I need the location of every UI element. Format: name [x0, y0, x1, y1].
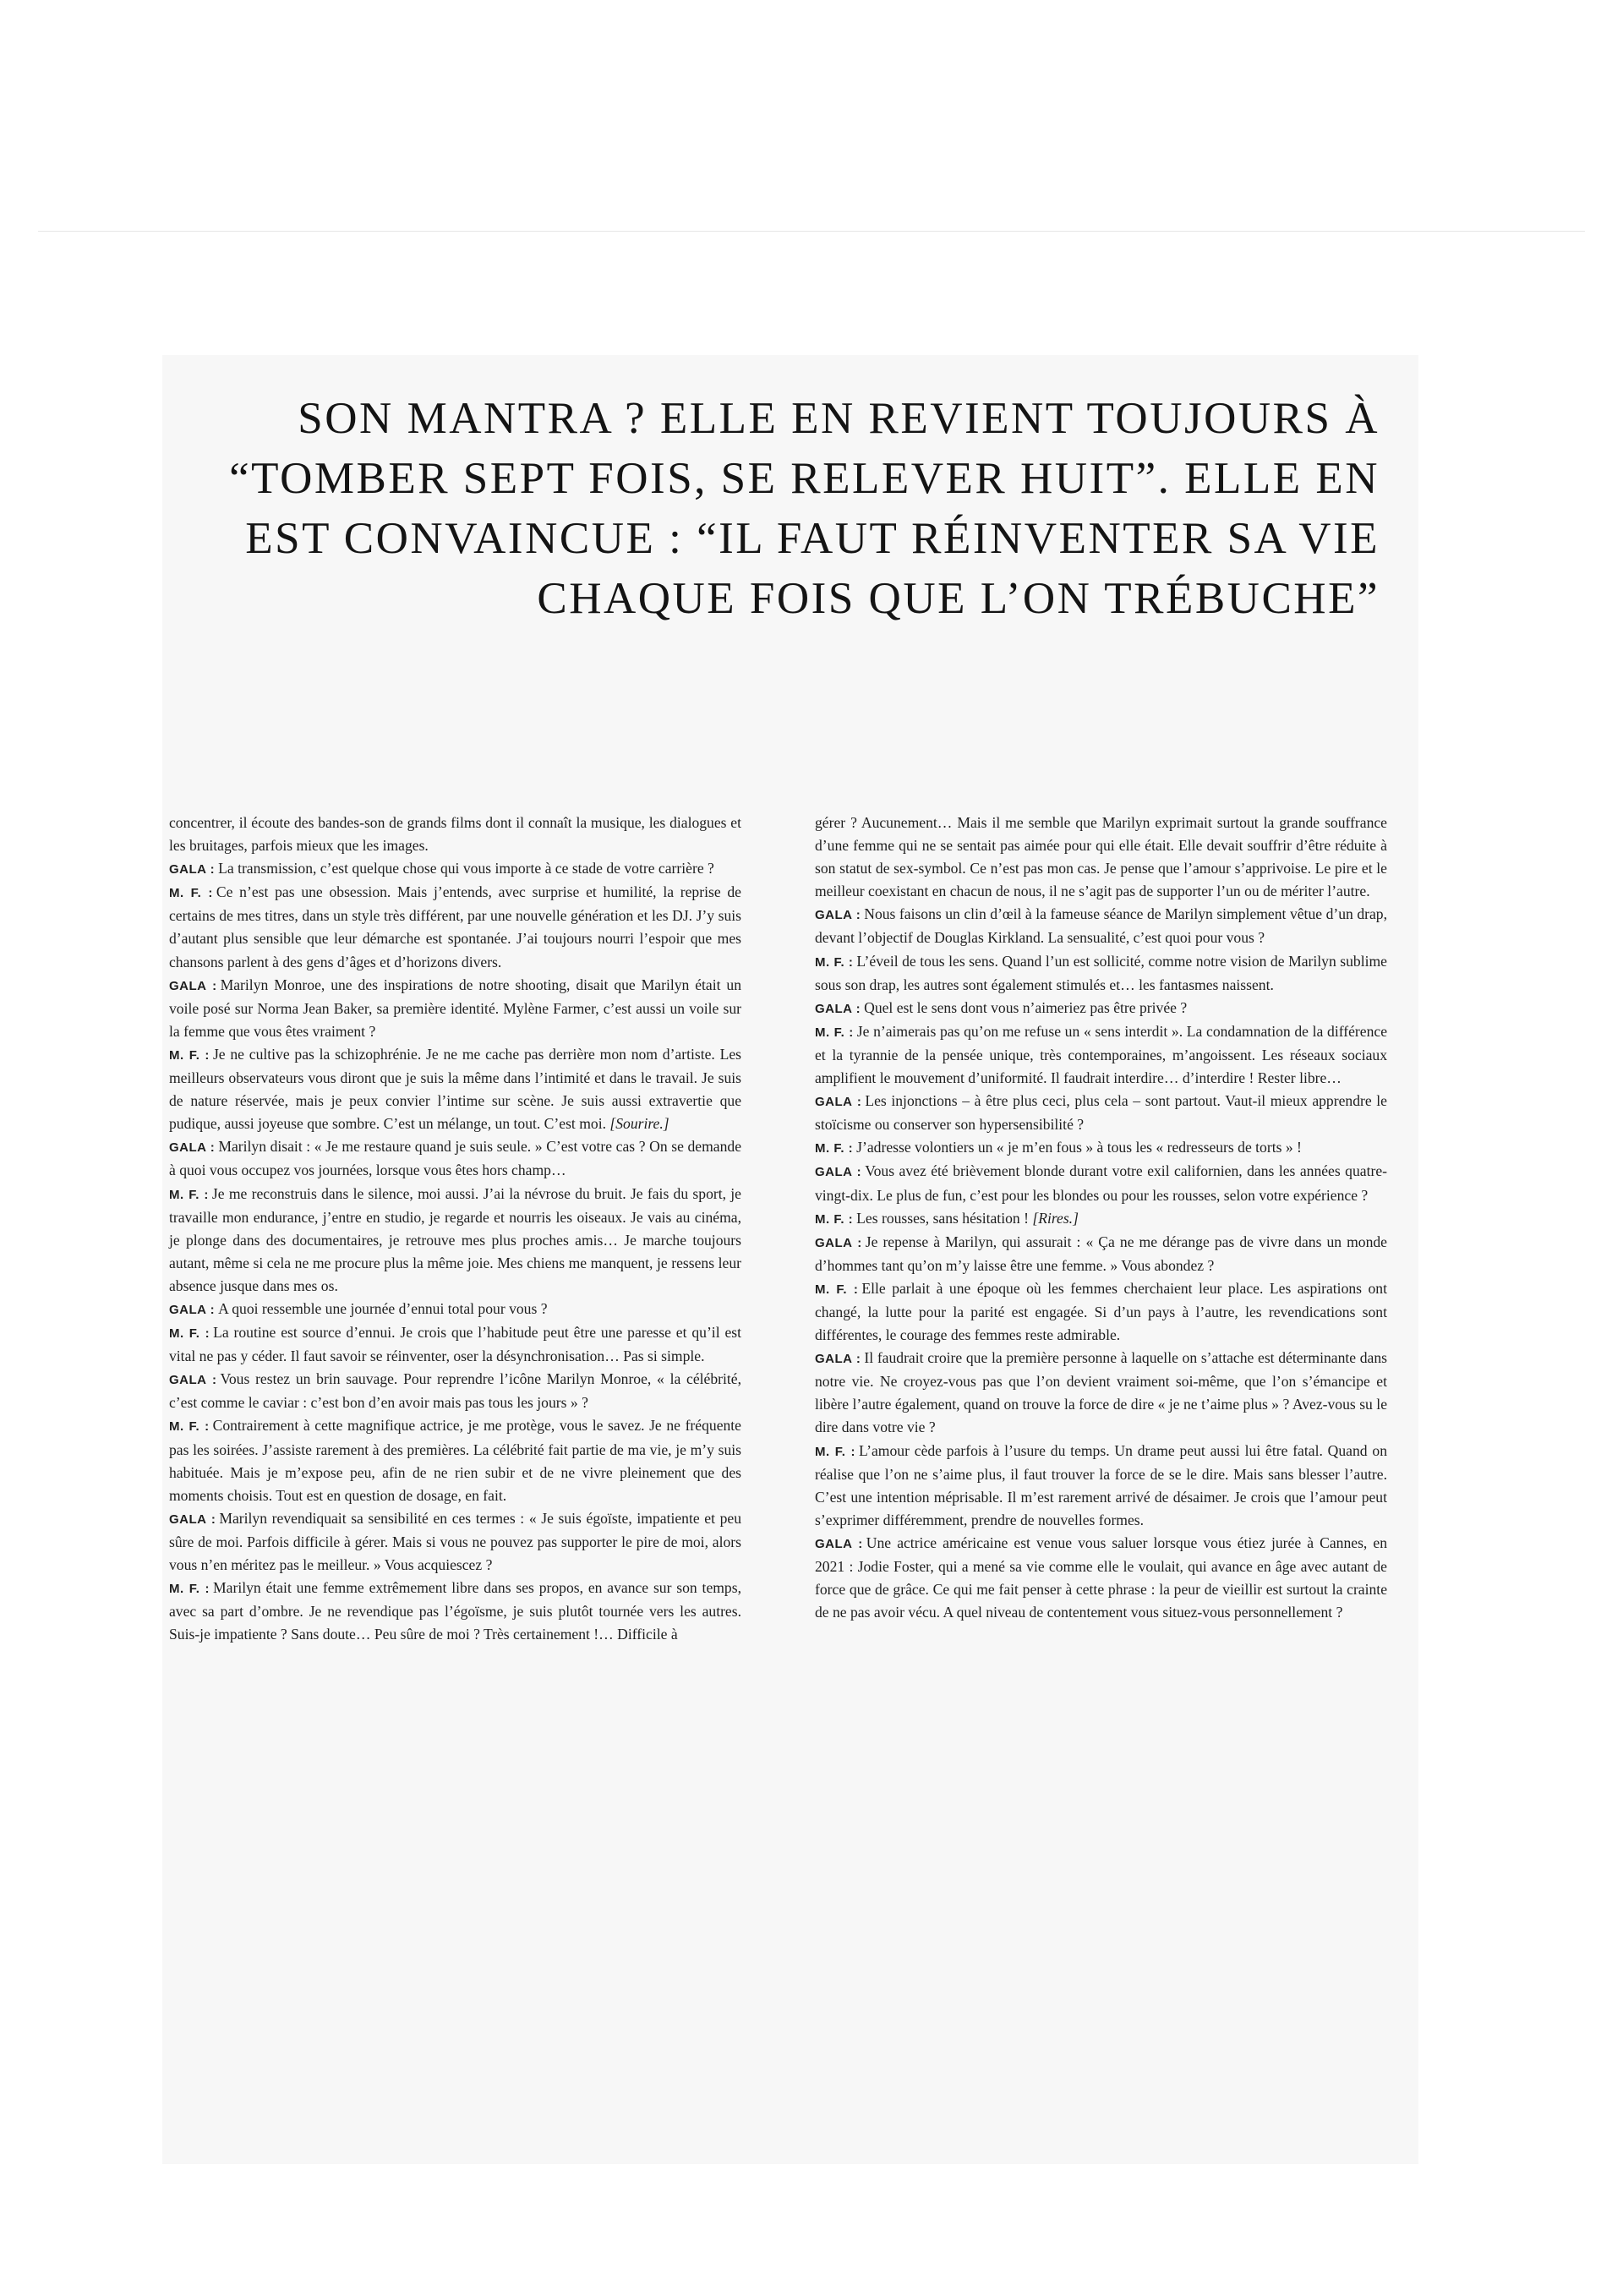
paragraph-text: Marilyn était une femme extrêmement libre dans ses propos, en avance sur son temps, avec sa part d’ombre. Je ne revendique pas l’égoïsme, je suis plutôt tournée vers les autres. Suis-je impatiente ? Sans doute… Peu sûre de moi ? Très certainement !… Difficile à — [169, 1579, 741, 1643]
paragraph — [815, 1160, 1387, 1206]
paragraph — [815, 1532, 1387, 1624]
paragraph-text: Les rousses, sans hésitation ! — [856, 1209, 1029, 1227]
paragraph-text: Marilyn disait : « Je me restaure quand je suis seule. » C’est votre cas ? On se demande à quoi vous occupez vos journées, lorsque vous êtes hors champ… — [169, 1138, 741, 1179]
paragraph-text: La transmission, c’est quelque chose qui vous importe à ce stade de votre carrière ? — [218, 860, 714, 877]
paragraph — [815, 950, 1387, 997]
speaker-label: GALA : — [169, 978, 217, 993]
speaker-label: M. F. : — [815, 954, 854, 970]
stage-direction: [Sourire.] — [609, 1115, 669, 1133]
paragraph-text: gérer ? Aucunement… Mais il me semble que Marilyn exprimait surtout la grande souffrance d’une femme qui ne se sentait pas aimée pour qui elle était. Elle devait souffrir d’être réduite à son statut de sex-symbol. Ce n’est pas mon cas. Je pense que l’amour s’apprivoise. Le pire et le meilleur coexistant en chacun de nous, il ne s’agit pas de supporter l’un ou de mériter l’autre. — [815, 814, 1387, 900]
speaker-label: GALA : — [815, 1095, 862, 1110]
paragraph — [169, 1298, 741, 1321]
paragraph-text: Ce n’est pas une obsession. Mais j’entends, avec surprise et humilité, la reprise de certains de mes titres, dans un style très différent, par une nouvelle génération et les DJ. J’y suis d’autant plus sensible que leur démarche est spontanée. J’ai toujours nourri l’espoir que mes chansons parlent à des gens d’âges et d’horizons divers. — [169, 883, 741, 970]
speaker-label: GALA : — [169, 1302, 216, 1317]
paragraph — [169, 974, 741, 1043]
paragraph-text: Je me reconstruis dans le silence, moi aussi. J’ai la névrose du bruit. Je fais du sport, je travaille mon endurance, j’entre en studio, je regarde et nourris les oiseaux. Je vais au cinéma, je plonge dans des documentaires, je retrouve mes plus proches amis… Je marche toujours autant, même si cela ne me procure plus la même joie. Mes chiens me manquent, je ressens leur absence jusque dans mes os. — [169, 1184, 741, 1294]
speaker-label: M. F. : — [815, 1141, 854, 1156]
left-column — [169, 812, 741, 1646]
paragraph-text: La routine est source d’ennui. Je crois que l’habitude peut être une paresse et qu’il est vital ne pas y céder. Il faut savoir se réinventer, oser la désynchronisation… Pas si simple. — [169, 1324, 741, 1365]
speaker-label: GALA : — [815, 1165, 862, 1180]
speaker-label: M. F. : — [169, 1326, 210, 1342]
paragraph — [815, 1277, 1387, 1347]
speaker-label: M. F. : — [169, 1047, 210, 1063]
speaker-label: M. F. : — [169, 1419, 210, 1435]
paragraph-text: Il faudrait croire que la première personne à laquelle on s’attache est déterminante dans notre vie. Ne croyez-vous pas que l’on devient vraiment soi-même, que l’on s’émancipe et libère l’autre également, quand on trouve la force de dire « je ne t’aime plus » ? Avez-vous su le dire dans votre vie ? — [815, 1349, 1387, 1436]
paragraph-text: J’adresse volontiers un « je m’en fous » à tous les « redresseurs de torts » ! — [856, 1139, 1302, 1156]
speaker-label: M. F. : — [169, 1582, 210, 1597]
stage-direction: [Rires.] — [1032, 1209, 1079, 1227]
speaker-label: GALA : — [815, 1536, 863, 1551]
paragraph — [815, 1207, 1387, 1231]
pull-quote: SON MANTRA ? ELLE EN REVIENT TOUJOURS À “TOMBER SEPT FOIS, SE RELEVER HUIT”. ELLE EN EST CONVAINCUE : “IL FAUT RÉINVENTER SA VIE CHAQUE FOIS QUE L’ON TRÉBUCHE” — [229, 394, 1380, 623]
paragraph — [169, 1368, 741, 1414]
paragraph-text: Je ne cultive pas la schizophrénie. Je ne me cache pas derrière mon nom d’artiste. Les meilleurs observateurs vous diront que je suis la même dans l’intimité et dans le travail. Je suis de nature réservée, mais je peux convier l’intime sur scène. Je suis aussi extravertie que pudique, aussi joyeuse que sombre. C’est un mélange, un tout. C’est moi. — [169, 1045, 741, 1133]
paragraph — [169, 1135, 741, 1182]
paragraph — [169, 881, 741, 973]
paragraph — [169, 1043, 741, 1135]
paragraph — [169, 857, 741, 881]
speaker-label: GALA : — [815, 1235, 862, 1250]
speaker-label: M. F. : — [815, 1211, 854, 1227]
paragraph-text: A quoi ressemble une journée d’ennui total pour vous ? — [218, 1299, 548, 1317]
paragraph-text: L’éveil de tous les sens. Quand l’un est sollicité, comme notre vision de Marilyn sublime sous son drap, les autres sont également stimulés et… les fantasmes naissent. — [815, 952, 1387, 993]
speaker-label: GALA : — [169, 1373, 217, 1388]
paragraph — [815, 1020, 1387, 1090]
paragraph — [815, 1347, 1387, 1439]
paragraph-text: Les injonctions – à être plus ceci, plus cela – sont partout. Vaut-il mieux apprendre le stoïcisme ou conserver son hypersensibilité ? — [815, 1092, 1387, 1134]
speaker-label: M. F. : — [169, 886, 213, 901]
speaker-label: M. F. : — [815, 1282, 859, 1297]
paragraph-text: Je repense à Marilyn, qui assurait : « Ça ne me dérange pas de vivre dans un monde d’hommes tant qu’on m’y laisse être une femme. » Vous abondez ? — [815, 1233, 1387, 1274]
paragraph — [815, 997, 1387, 1020]
speaker-label: M. F. : — [815, 1025, 854, 1040]
speaker-label: GALA : — [815, 1001, 861, 1016]
paragraph-text: concentrer, il écoute des bandes-son de grands films dont il connaît la musique, les dialogues et les bruitages, parfois mieux que les images. — [169, 814, 741, 855]
paragraph-text: L’amour cède parfois à l’usure du temps. Un drame peut aussi lui être fatal. Quand on réalise que l’on ne s’aime plus, il faut trouver la force de se le dire. Mais sans blesser l’autre. C’est une intention méprisable. Il m’est rarement arrivé de désaimer. Je crois que l’amour peut s’exprimer différemment, prendre de nouvelles formes. — [815, 1441, 1387, 1528]
paragraph — [815, 1440, 1387, 1532]
paragraph — [169, 1507, 741, 1577]
paragraph-text: Je n’aimerais pas qu’on me refuse un « sens interdit ». La condamnation de la différence et la tyrannie de la pensée unique, très contemporaines, m’angoissent. Les réseaux sociaux amplifient le mouvement d’uniformité. Il faudrait interdire… d’interdire ! Rester libre… — [815, 1022, 1387, 1087]
paragraph-text: Quel est le sens dont vous n’aimeriez pas être privée ? — [864, 998, 1188, 1016]
speaker-label: GALA : — [815, 1352, 861, 1367]
paragraph-text: Vous restez un brin sauvage. Pour reprendre l’icône Marilyn Monroe, « la célébrité, c’est comme le caviar : c’est bon d’en avoir mais pas tous les jours » ? — [169, 1370, 741, 1412]
paragraph-text: Marilyn Monroe, une des inspirations de notre shooting, disait que Marilyn était un voile posé sur Norma Jean Baker, sa première identité. Mylène Farmer, c’est aussi un voile sur la femme que vous êtes vraiment ? — [169, 976, 741, 1040]
header-divider — [38, 231, 1585, 232]
paragraph — [169, 1414, 741, 1506]
paragraph — [815, 812, 1387, 903]
paragraph — [815, 1231, 1387, 1277]
article-page — [162, 355, 1418, 2164]
speaker-label: M. F. : — [815, 1444, 855, 1459]
paragraph-text: Une actrice américaine est venue vous saluer lorsque vous étiez jurée à Cannes, en 2021 : Jodie Foster, qui a mené sa vie comme elle le voulait, qui avance en âge avec autant de force que de grâce. Ce qui me fait penser à cette phrase : la peur de vieillir est surtout la crainte de ne pas avoir vécu. A quel niveau de contentement vous situez-vous personnellement ? — [815, 1533, 1388, 1621]
speaker-label: M. F. : — [169, 1187, 209, 1202]
paragraph — [815, 1136, 1387, 1160]
paragraph — [169, 812, 741, 857]
paragraph — [169, 1183, 741, 1298]
right-column — [815, 812, 1387, 1624]
paragraph — [815, 903, 1387, 949]
paragraph-text: Vous avez été brièvement blonde durant votre exil californien, dans les années quatre-vingt-dix. Le plus de fun, c’est pour les blondes ou pour les rousses, selon votre expérience ? — [815, 1162, 1388, 1204]
paragraph-text: Nous faisons un clin d’œil à la fameuse séance de Marilyn simplement vêtue d’un drap, devant l’objectif de Douglas Kirkland. La sensualité, c’est quoi pour vous ? — [815, 905, 1387, 947]
speaker-label: GALA : — [169, 862, 216, 877]
speaker-label: GALA : — [169, 1140, 216, 1156]
paragraph — [169, 1321, 741, 1368]
speaker-label: GALA : — [815, 908, 861, 923]
speaker-label: GALA : — [169, 1512, 216, 1527]
paragraph-text: Marilyn revendiquait sa sensibilité en ces termes : « Je suis égoïste, impatiente et peu sûre de moi. Parfois difficile à gérer. Mais si vous ne pouvez pas supporter le pire de moi, alors vous n’en méritez pas le meilleur. » Vous acquiescez ? — [169, 1509, 741, 1573]
paragraph — [815, 1090, 1387, 1136]
paragraph — [169, 1577, 741, 1646]
paragraph-text: Contrairement à cette magnifique actrice, je me protège, vous le savez. Je ne fréquente pas les soirées. J’assiste rarement à des premières. La célébrité fait partie de ma vie, je m’y suis habituée. Mais je m’expose peu, afin de ne rien subir et de ne vivre pleinement que des moments choisis. Tout est en question de dosage, en fait. — [169, 1417, 741, 1504]
paragraph-text: Elle parlait à une époque où les femmes cherchaient leur place. Les aspirations ont changé, la lutte pour la parité est engagée. Si d’un pays à l’autre, les revendications sont différentes, le courage des femmes reste admirable. — [815, 1279, 1387, 1344]
